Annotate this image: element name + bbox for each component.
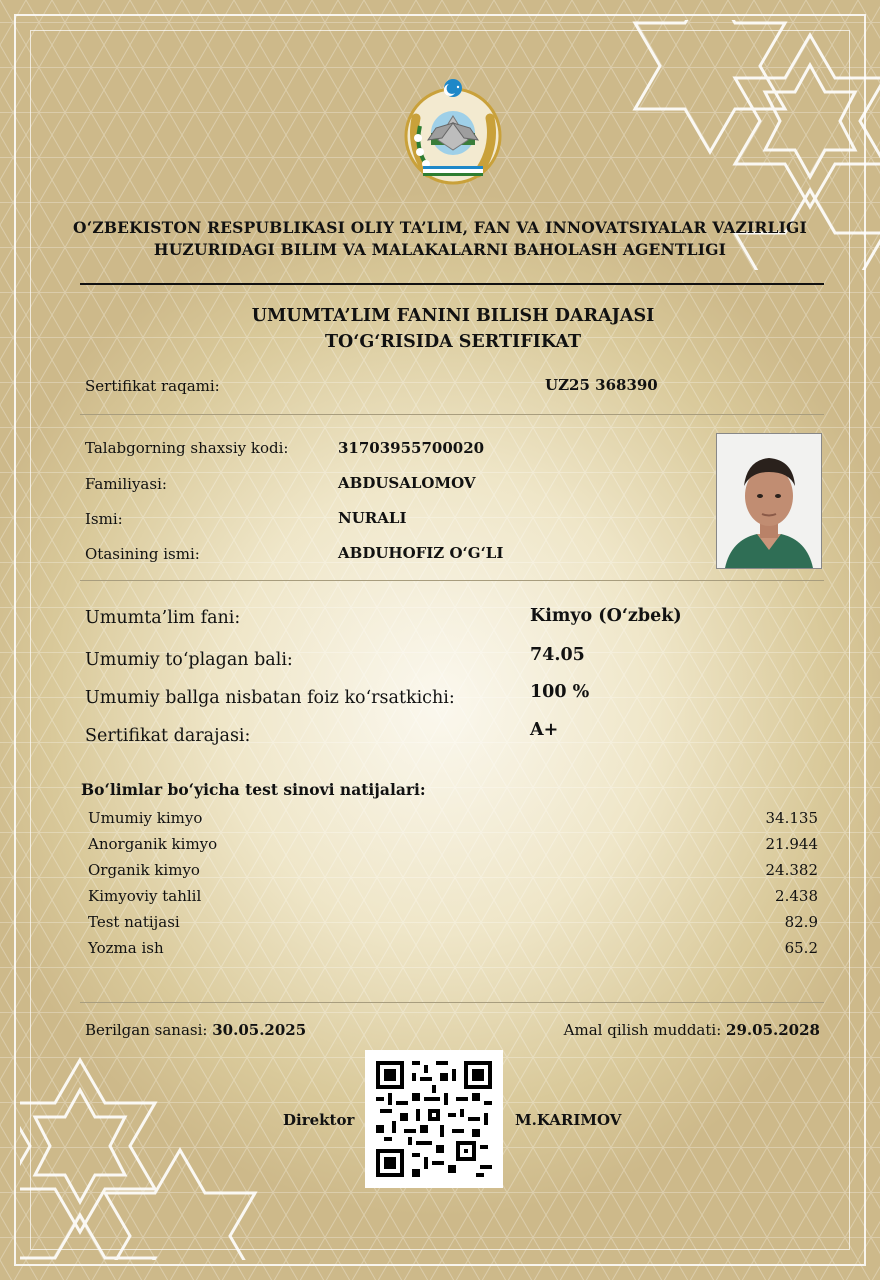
divider-1 [80,414,824,415]
title-line-1: UMUMTA’LIM FANINI BILISH DARAJASI [251,306,655,326]
percent-value: 100 % [530,682,590,702]
certificate-number-value: UZ25 368390 [545,376,658,394]
header-divider [80,283,824,285]
section-row-name: Organik kimyo [88,861,200,879]
patronymic-label: Otasining ismi: [85,545,200,563]
holder-photo [716,433,822,569]
divider-2 [80,580,824,581]
patronymic-value: ABDUHOFIZ O‘G‘LI [338,544,504,562]
level-value: A+ [530,720,559,740]
subject-label: Umumta’lim fani: [85,608,241,628]
personal-id-label: Talabgorning shaxsiy kodi: [85,439,289,457]
section-row-value: 24.382 [765,861,818,879]
section-row-name: Yozma ish [88,939,164,957]
qr-code[interactable] [365,1050,503,1188]
section-row-value: 65.2 [784,939,818,957]
first-name-value: NURALI [338,509,407,527]
valid-until [564,1021,820,1039]
qr-code-icon [376,1061,492,1177]
issued-date-value: 30.05.2025 [212,1021,307,1039]
issued-date-label: Berilgan sanasi: [85,1021,208,1039]
score-label: Umumiy to‘plagan bali: [85,650,293,670]
header-line-1: O‘ZBEKISTON RESPUBLIKASI OLIY TA’LIM, FAN VA INNOVATSIYALAR VAZIRLIGI [73,218,807,237]
score-value: 74.05 [530,645,585,665]
divider-3 [80,1002,824,1003]
title-line-2: TO‘G‘RISIDA SERTIFIKAT [325,332,581,352]
section-row-name: Anorganik kimyo [88,835,218,853]
valid-until-label: Amal qilish muddati: [563,1021,722,1039]
subject-value: Kimyo (O‘zbek) [530,606,682,626]
section-row-name: Test natijasi [88,913,180,931]
state-emblem-icon [398,78,508,190]
section-row-name: Kimyoviy tahlil [88,887,202,905]
sections-title: Bo‘limlar bo‘yicha test sinovi natijalari: [81,780,426,799]
director-name: M.KARIMOV [515,1111,622,1129]
surname-label: Familiyasi: [85,475,167,493]
section-row-value: 34.135 [765,809,818,827]
valid-until-value: 29.05.2028 [726,1021,820,1039]
percent-label: Umumiy ballga nisbatan foiz ko‘rsatkichi: [85,688,455,708]
level-label: Sertifikat darajasi: [85,726,251,746]
surname-value: ABDUSALOMOV [338,474,476,492]
section-row-value: 82.9 [784,913,818,931]
section-row-value: 21.944 [765,835,818,853]
first-name-label: Ismi: [85,510,123,528]
certificate-number-label: Sertifikat raqami: [85,377,220,395]
header-line-2: HUZURIDAGI BILIM VA MALAKALARNI BAHOLASH AGENTLIGI [153,240,727,259]
director-label: Direktor [283,1111,355,1129]
section-row-name: Umumiy kimyo [88,809,203,827]
section-row-value: 2.438 [775,887,818,905]
personal-id-value: 31703955700020 [338,439,485,457]
issued-date [85,1021,306,1039]
